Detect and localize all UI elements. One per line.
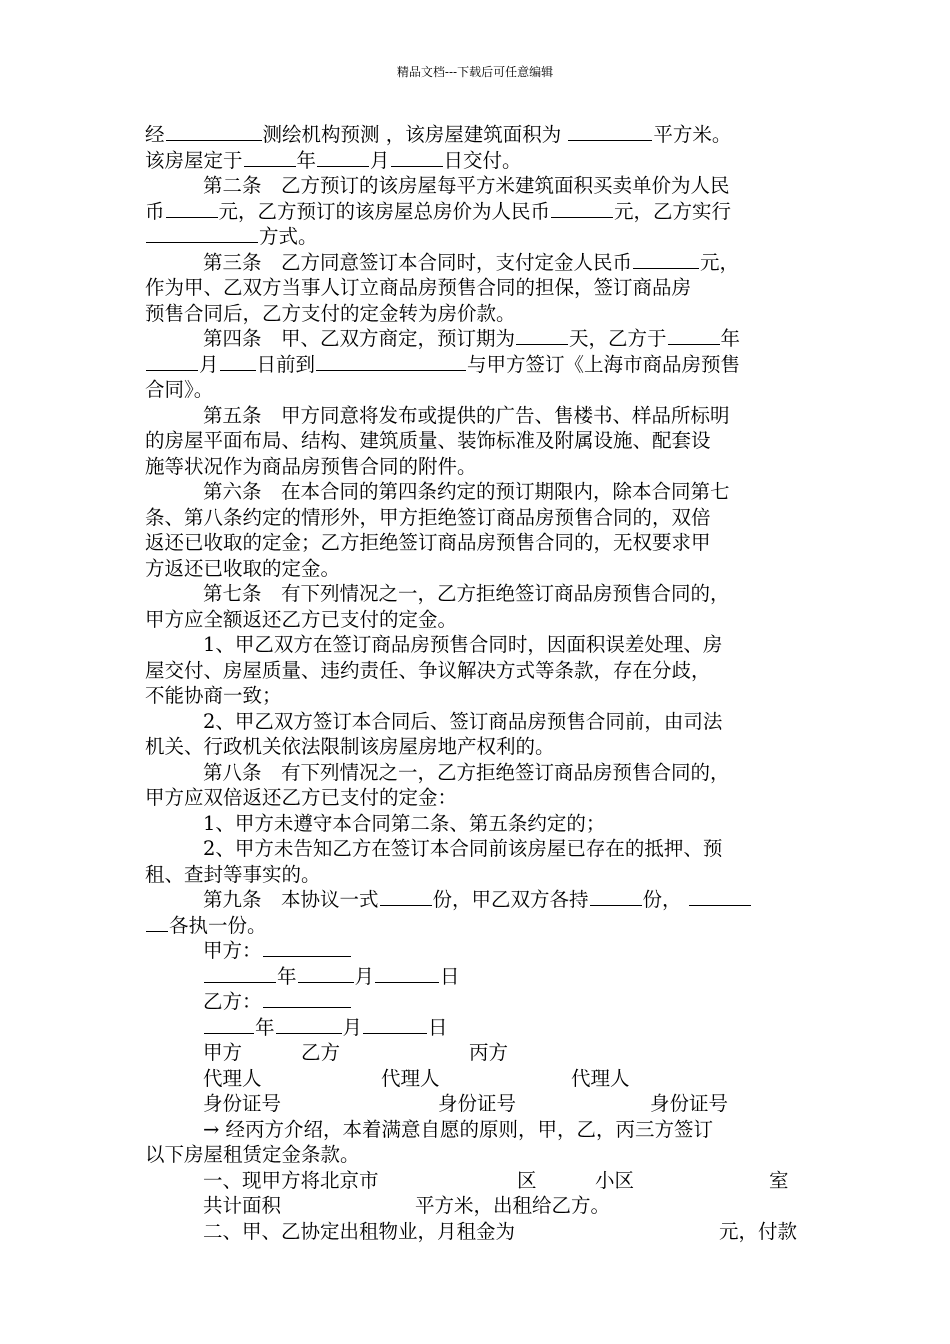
- text-line: 作为甲、乙双方当事人订立商品房预售合同的担保，签订商品房: [145, 276, 692, 299]
- text: 区: [517, 1168, 537, 1192]
- blank-field: [204, 1015, 254, 1034]
- text: 身份证号: [203, 1092, 282, 1115]
- blank-field: [263, 989, 351, 1008]
- text-line: [145, 199, 810, 225]
- text: 年: [277, 964, 297, 988]
- text-line: 预售合同后，乙方支付的定金转为房价款。: [145, 301, 516, 325]
- blank-field: [317, 148, 369, 167]
- text-line: → 经丙方介绍，本着满意自愿的原则，甲，乙，丙三方签订: [203, 1117, 714, 1141]
- text-line: 机关、行政机关依法限制该房屋房地产权利的。: [145, 735, 555, 758]
- signature-parties-row: [145, 1040, 810, 1066]
- text-line: [145, 326, 810, 352]
- blank-field: [633, 250, 699, 269]
- text: 该房屋定于: [145, 148, 243, 172]
- text: 与甲方签订《上海市商品房预售: [467, 352, 741, 376]
- text: 年: [296, 148, 317, 172]
- text-line: 1、甲乙双方在签订商品房预售合同时，因面积误差处理、房: [203, 633, 723, 656]
- text-line: [145, 887, 810, 913]
- text-line: 1、甲方未遵守本合同第二条、第五条约定的；: [203, 811, 606, 835]
- blank-field: [146, 224, 258, 243]
- blank-field: [146, 913, 168, 932]
- text: 甲方: [203, 1041, 243, 1064]
- text-line: [145, 224, 810, 250]
- text: 身份证号: [438, 1092, 517, 1115]
- text: 室: [769, 1168, 789, 1192]
- blank-field: [551, 199, 613, 218]
- text: 各执一份。: [169, 913, 267, 937]
- text: 方式。: [259, 225, 318, 248]
- text: 元，付款: [719, 1219, 798, 1243]
- text-line: [145, 1168, 810, 1194]
- text: 月: [370, 148, 390, 172]
- text: 代理人: [571, 1066, 630, 1090]
- text-line: [145, 250, 810, 276]
- blank-field: [244, 148, 296, 167]
- text-line: 第八条 有下列情况之一，乙方拒绝签订商品房预售合同的，: [203, 760, 730, 784]
- blank-field: [298, 964, 354, 983]
- signature-agents-row: [145, 1066, 810, 1092]
- blank-field: [391, 148, 443, 167]
- blank-field: [568, 122, 652, 141]
- text-line: 以下房屋租赁定金条款。: [145, 1143, 360, 1166]
- blank-field: [380, 887, 432, 906]
- blank-field: [204, 964, 276, 983]
- text: 日前到: [256, 352, 316, 376]
- blank-field: [166, 122, 262, 141]
- blank-field: [316, 352, 466, 371]
- text: 经: [145, 123, 165, 146]
- contract-body: [145, 122, 810, 1244]
- text: 丙方: [469, 1041, 509, 1064]
- party-a-date: [145, 964, 810, 990]
- blank-field: [668, 326, 720, 345]
- text: 月: [354, 964, 375, 988]
- signature-id-row: [145, 1091, 810, 1117]
- text: 份，甲乙双方各持: [432, 888, 589, 911]
- text: 共计面积: [203, 1194, 282, 1217]
- text-line: 甲方应全额返还乙方已支付的定金。: [145, 607, 458, 631]
- text-line: 不能协商一致；: [145, 684, 282, 707]
- text-line: 第七条 有下列情况之一，乙方拒绝签订商品房预售合同的，: [203, 582, 730, 605]
- text: 测绘机构预测 ，该房屋建筑面积为: [262, 123, 562, 146]
- blank-field: [146, 352, 198, 371]
- text-line: 第六条 在本合同的第四条约定的预订期限内，除本合同第七: [203, 480, 730, 503]
- text: 第三条 乙方同意签订本合同时，支付定金人民币: [203, 250, 633, 274]
- blank-field: [689, 887, 751, 906]
- text-line: 屋交付、房屋质量、违约责任、争议解决方式等条款，存在分歧，: [145, 658, 711, 682]
- blank-field: [276, 1015, 342, 1034]
- text-line: [145, 122, 810, 148]
- text: 月: [199, 352, 219, 376]
- text-line: 2、甲乙双方签订本合同后、签订商品房预售合同前，由司法: [203, 709, 723, 733]
- text-line: 租、查封等事实的。: [145, 862, 321, 886]
- text: 第四条 甲、乙双方商定，预订期为: [203, 327, 516, 350]
- text-line: 第五条 甲方同意将发布或提供的广告、售楼书、样品所标明: [203, 403, 730, 427]
- text: 月: [342, 1015, 363, 1039]
- text: 乙方: [301, 1041, 341, 1064]
- blank-field: [220, 352, 256, 371]
- text-line: 条、第八条约定的情形外，甲方拒绝签订商品房预售合同的，双倍: [145, 505, 711, 529]
- page-header: 精品文档---下载后可任意编辑: [396, 65, 554, 79]
- text: 天，乙方于: [569, 327, 667, 350]
- text: 乙方：: [203, 990, 262, 1013]
- text-line: 的房屋平面布局、结构、建筑质量、装饰标准及附属设施、配套设: [145, 429, 711, 452]
- text: 第九条 本协议一式: [203, 888, 379, 911]
- text: 份，: [642, 888, 682, 911]
- text: 元，乙方预订的该房屋总房价为人民币: [218, 199, 551, 223]
- text: 平方米，出租给乙方。: [415, 1194, 611, 1217]
- text-line: 第二条 乙方预订的该房屋每平方米建筑面积买卖单价为人民: [203, 174, 730, 197]
- text: 日: [440, 964, 460, 988]
- blank-field: [166, 199, 218, 218]
- text-line: [145, 1219, 810, 1245]
- text: 日: [428, 1015, 448, 1039]
- text-line: [145, 913, 810, 939]
- party-a-signature: [145, 938, 810, 964]
- blank-field: [516, 326, 568, 345]
- text: 二、甲、乙协定出租物业，月租金为: [203, 1219, 516, 1243]
- party-b-signature: [145, 989, 810, 1015]
- text-line: 甲方应双倍返还乙方已支付的定金：: [145, 786, 458, 809]
- blank-field: [375, 964, 439, 983]
- text-line: [145, 1193, 810, 1219]
- text: 平方米。: [653, 123, 732, 146]
- text-line: [145, 148, 810, 174]
- text: 年: [255, 1015, 275, 1039]
- text: 甲方：: [203, 939, 262, 962]
- text: 身份证号: [650, 1092, 729, 1115]
- text-line: 施等状况作为商品房预售合同的附件。: [145, 454, 477, 478]
- party-b-date: [145, 1015, 810, 1041]
- text: 日交付。: [443, 148, 522, 172]
- text: 一、现甲方将北京市: [203, 1168, 379, 1192]
- text: 代理人: [381, 1066, 440, 1090]
- text: 年: [720, 327, 741, 350]
- text: 元，: [700, 250, 740, 274]
- text: 代理人: [203, 1066, 262, 1090]
- text-line: 返还已收取的定金；乙方拒绝签订商品房预售合同的，无权要求甲: [145, 531, 711, 554]
- blank-field: [263, 938, 351, 957]
- text: 小区: [595, 1168, 635, 1192]
- blank-field: [590, 887, 642, 906]
- text-line: 方返还已收取的定金。: [145, 556, 341, 580]
- text-line: 合同》。: [145, 378, 214, 401]
- text: 币: [145, 199, 165, 223]
- blank-field: [363, 1015, 427, 1034]
- text: 元，乙方实行: [614, 199, 732, 223]
- text-line: [145, 352, 810, 378]
- text-line: 2、甲方未告知乙方在签订本合同前该房屋已存在的抵押、预: [203, 837, 723, 860]
